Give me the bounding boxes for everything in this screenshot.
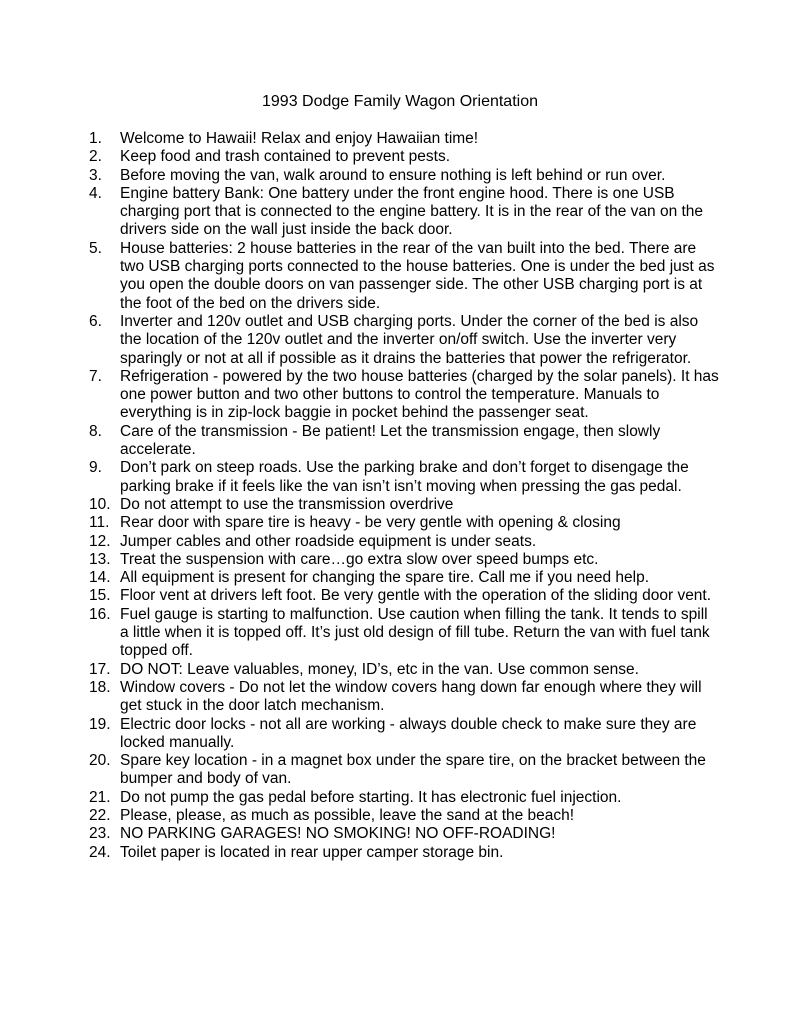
list-item (89, 185, 719, 240)
item-number: 2. (89, 148, 102, 166)
item-text: Please, please, as much as possible, leave the sand at the beach! (120, 806, 575, 824)
list-item (89, 587, 719, 605)
item-text: Jumper cables and other roadside equipment is under seats. (120, 532, 537, 550)
item-number: 12. (89, 532, 111, 550)
list-item (89, 533, 719, 551)
item-text: House batteries: 2 house batteries in the rear of the van built into the bed. There are two USB charging ports connected to the house batteries. One is under the bed just as you open the double doors on van passenger side. The other USB charging port is at the foot of the bed on the drivers side. (120, 239, 715, 312)
list-item (89, 148, 719, 166)
item-number: 1. (89, 130, 102, 147)
orientation-list (89, 130, 719, 862)
item-number: 24. (89, 843, 111, 861)
item-text: Spare key location - in a magnet box under the spare tire, on the bracket between the bumper and body of van. (120, 752, 706, 788)
item-number: 4. (89, 184, 102, 202)
item-number: 20. (89, 752, 111, 770)
item-text: NO PARKING GARAGES! NO SMOKING! NO OFF-ROADING! (120, 825, 556, 843)
item-number: 21. (89, 788, 111, 806)
item-text: Refrigeration - powered by the two house batteries (charged by the solar panels). It has one power button and two other buttons to control the temperature. Manuals to everything is in zip-lock baggie in pocket behind the passenger seat. (120, 367, 719, 422)
item-text: Window covers - Do not let the window covers hang down far enough where they will get stuck in the door latch mechanism. (120, 678, 702, 715)
item-number: 14. (89, 569, 111, 587)
list-item (89, 661, 719, 679)
list-item (89, 514, 719, 532)
list-item (89, 167, 719, 185)
item-text: Engine battery Bank: One battery under the front engine hood. There is one USB charging port that is connected to the engine battery. It is in the rear of the van on the drivers side on the wall just inside the back door. (120, 184, 704, 239)
item-text: Care of the transmission - Be patient! Let the transmission engage, then slowly accelerate. (120, 422, 661, 459)
item-number: 7. (89, 367, 102, 385)
list-item (89, 459, 719, 496)
list-item (89, 825, 719, 843)
item-number: 9. (89, 459, 102, 477)
item-text: Rear door with spare tire is heavy - be very gentle with opening & closing (120, 514, 621, 532)
item-text: Inverter and 120v outlet and USB charging ports. Under the corner of the bed is also the location of the 120v outlet and the inverter on/off switch. Use the inverter very sparingly or not at all if possible as it drains the batteries that power the refrigerator. (120, 312, 699, 367)
item-number: 15. (89, 587, 111, 605)
list-item (89, 606, 719, 661)
item-text: Don’t park on steep roads. Use the parking brake and don’t forget to disengage the parking brake if it feels like the van isn’t isn’t moving when pressing the gas pedal. (120, 459, 689, 495)
item-number: 3. (89, 166, 102, 184)
item-number: 6. (89, 312, 102, 330)
list-item (89, 368, 719, 423)
item-number: 17. (89, 660, 111, 678)
item-text: Treat the suspension with care…go extra slow over speed bumps etc. (120, 550, 599, 568)
item-text: Before moving the van, walk around to ensure nothing is left behind or run over. (120, 166, 666, 184)
item-number: 19. (89, 715, 111, 733)
item-number: 22. (89, 806, 111, 824)
item-text: Keep food and trash contained to prevent pests. (120, 148, 451, 166)
list-item (89, 679, 719, 716)
list-item (89, 716, 719, 753)
list-item (89, 789, 719, 807)
item-text: Toilet paper is located in rear upper camper storage bin. (120, 843, 504, 861)
item-text: Electric door locks - not all are working - always double check to make sure they are locked manually. (120, 715, 697, 751)
item-text: Do not pump the gas pedal before starting. It has electronic fuel injection. (120, 788, 622, 806)
item-text: All equipment is present for changing the spare tire. Call me if you need help. (120, 569, 650, 587)
item-text: Fuel gauge is starting to malfunction. Use caution when filling the tank. It tends to spill a little when it is topped off. It’s just old design of fill tube. Return the van with fuel tank topped off. (120, 605, 710, 660)
item-number: 10. (89, 495, 111, 513)
list-item (89, 807, 719, 825)
item-number: 16. (89, 605, 111, 623)
list-item (89, 569, 719, 587)
list-item (89, 313, 719, 368)
item-text: Floor vent at drivers left foot. Be very gentle with the operation of the sliding door vent. (120, 587, 712, 605)
list-item (89, 752, 719, 789)
item-number: 13. (89, 550, 111, 568)
document-title: 1993 Dodge Family Wagon Orientation (262, 93, 538, 110)
list-item (89, 130, 719, 148)
list-item (89, 496, 719, 514)
item-text: Welcome to Hawaii! Relax and enjoy Hawaiian time! (120, 130, 479, 147)
item-number: 5. (89, 239, 102, 257)
item-number: 23. (89, 825, 111, 843)
item-number: 11. (89, 514, 110, 532)
list-item (89, 423, 719, 460)
list-item (89, 551, 719, 569)
item-text: DO NOT: Leave valuables, money, ID’s, etc in the van. Use common sense. (120, 660, 639, 678)
item-number: 18. (89, 678, 111, 696)
item-number: 8. (89, 422, 102, 440)
list-item (89, 240, 719, 313)
item-text: Do not attempt to use the transmission overdrive (120, 495, 454, 513)
list-item (89, 844, 719, 862)
